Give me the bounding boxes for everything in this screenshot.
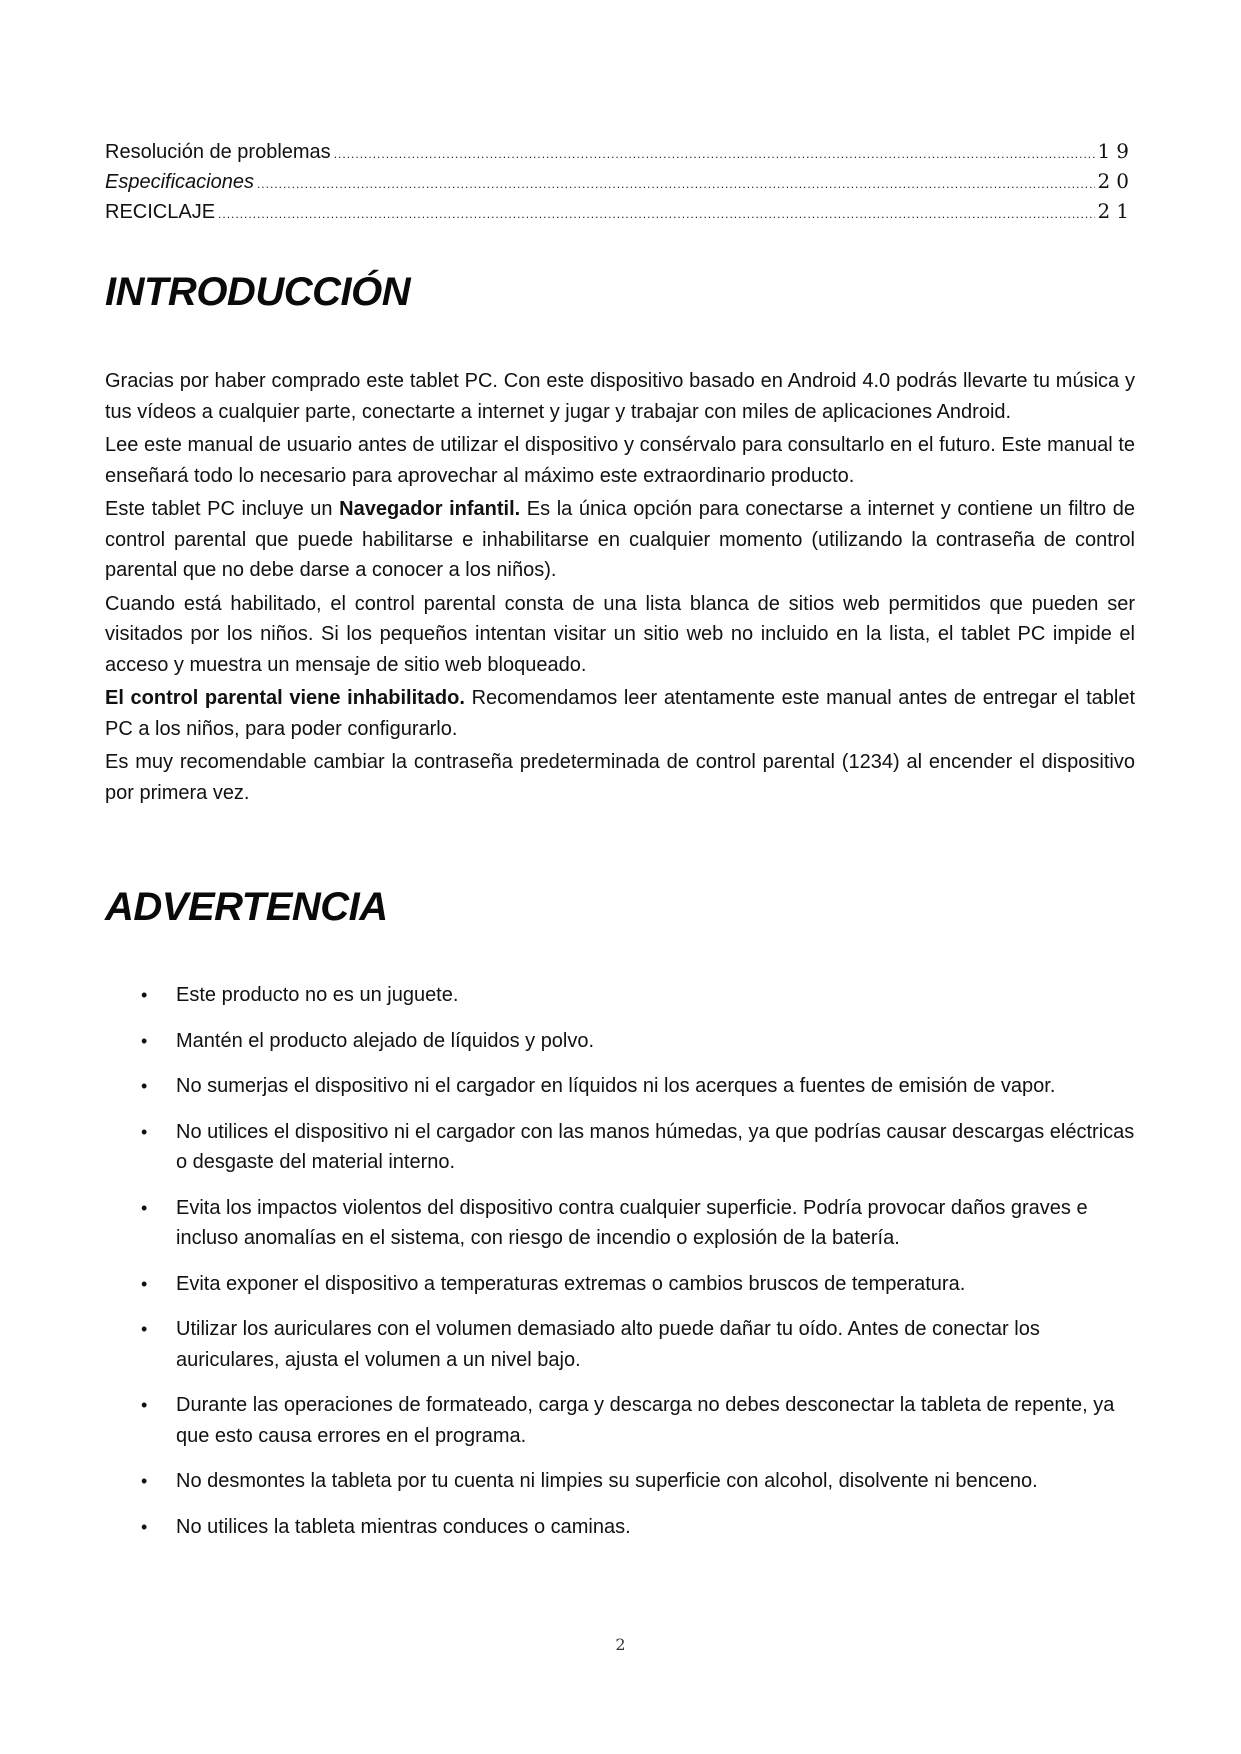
bullet-icon: • — [141, 1076, 148, 1096]
warning-item-text: Evita exponer el dispositivo a temperaturas extremas o cambios bruscos de temperatura. — [176, 1272, 966, 1295]
warning-item — [105, 1314, 1145, 1375]
intro-paragraph: Lee este manual de usuario antes de utilizar el dispositivo y consérvalo para consultarlo en el futuro. Este manual te enseñará todo lo necesario para aprovechar al máximo este extraordinario producto. — [105, 434, 1135, 487]
warning-item-text: Mantén el producto alejado de líquidos y polvo. — [176, 1029, 595, 1052]
warning-item — [105, 1071, 1145, 1102]
intro-text: Recomendamos leer atentamente este manual antes de entregar el tablet PC a los niños, para poder configurarlo. — [105, 687, 1135, 740]
toc-entry[interactable] — [105, 136, 1135, 166]
warning-item — [105, 1117, 1145, 1178]
warning-item-text: Evita los impactos violentos del dispositivo contra cualquier superficie. Podría provocar daños graves e incluso anomalías en el sistema, con riesgo de incendio o explosión de la batería. — [176, 1196, 1088, 1249]
bullet-icon: • — [141, 1121, 148, 1142]
warning-item-text: No utilices el dispositivo ni el cargador con las manos húmedas, ya que podrías causar descargas eléctricas o desgaste del material interno. — [176, 1120, 1135, 1173]
warning-item-text: Utilizar los auriculares con el volumen demasiado alto puede dañar tu oído. Antes de conectar los auriculares, ajusta el volumen a un nivel bajo. — [176, 1318, 1040, 1371]
intro-paragraph: Es muy recomendable cambiar la contraseña predeterminada de control parental (1234) al encender el dispositivo por primera vez. — [105, 751, 1135, 804]
toc-entry-title: Resolución de problemas — [105, 141, 331, 163]
warning-item-text: No utilices la tableta mientras conduces o caminas. — [176, 1515, 631, 1538]
kids-browser-emphasis: Navegador infantil. — [339, 498, 521, 520]
bullet-icon: • — [141, 1197, 148, 1218]
introduction-heading: INTRODUCCIÓN — [105, 270, 411, 314]
introduction-body — [105, 366, 1135, 811]
warning-item — [105, 1269, 1145, 1300]
warning-item-text: Este producto no es un juguete. — [176, 984, 459, 1006]
intro-text: Este tablet PC incluye un — [105, 498, 340, 520]
bullet-icon: • — [141, 1319, 148, 1339]
toc-leader-dots — [257, 169, 1095, 199]
toc-entry-page: 20 — [1097, 169, 1135, 193]
toc-entry-title: RECICLAJE — [105, 201, 216, 223]
warning-item — [105, 1026, 1145, 1057]
intro-paragraph: Cuando está habilitado, el control parental consta de una lista blanca de sitios web permitidos que pueden ser visitados por los niños. Si los pequeños intentan visitar un sitio web no incluido en la lista, el tablet PC impide el acceso y muestra un mensaje de sitio web bloqueado. — [105, 592, 1135, 676]
warning-item — [105, 980, 1145, 1011]
parental-control-emphasis: El control parental viene inhabilitado. — [105, 687, 465, 709]
intro-paragraph: Gracias por haber comprado este tablet PC. Con este dispositivo basado en Android 4.0 podrás llevarte tu música y tus vídeos a cualquier parte, conectarte a internet y jugar y trabajar con miles de aplicaciones Android. — [105, 370, 1135, 423]
bullet-icon: • — [141, 1030, 148, 1051]
bullet-icon: • — [141, 1273, 148, 1294]
warning-item-text: Durante las operaciones de formateado, carga y descarga no debes desconectar la tableta de repente, ya que esto causa errores en el programa. — [176, 1394, 1115, 1447]
page-number: 2 — [615, 1635, 626, 1654]
toc-entry-page: 19 — [1097, 139, 1135, 163]
warning-heading: ADVERTENCIA — [105, 885, 388, 929]
warning-item-text: No sumerjas el dispositivo ni el cargador en líquidos ni los acerques a fuentes de emisión de vapor. — [176, 1075, 1056, 1097]
warning-item — [105, 1390, 1145, 1451]
warning-item-text: No desmontes la tableta por tu cuenta ni limpies su superficie con alcohol, disolvente ni benceno. — [176, 1470, 1038, 1492]
toc-leader-dots — [334, 139, 1095, 169]
warning-item — [105, 1512, 1145, 1543]
warning-item — [105, 1193, 1145, 1254]
warning-item — [105, 1466, 1145, 1497]
intro-text: Es la única opción para conectarse a internet y contiene un filtro de control parental que puede habilitarse e inhabilitarse en cualquier momento (utilizando la contraseña de control parental que no debe darse a conocer a los niños). — [105, 498, 1135, 581]
toc-entry-title: Especificaciones — [105, 171, 254, 193]
bullet-icon: • — [141, 1395, 148, 1415]
toc-leader-dots — [218, 199, 1095, 229]
toc-entry[interactable] — [105, 166, 1135, 196]
table-of-contents — [105, 136, 1135, 226]
bullet-icon: • — [141, 1471, 148, 1491]
warning-list — [105, 980, 1145, 1557]
toc-entry[interactable] — [105, 196, 1135, 226]
toc-entry-page: 21 — [1097, 199, 1135, 223]
intro-paragraph — [105, 494, 1135, 586]
intro-paragraph — [105, 683, 1135, 744]
bullet-icon: • — [141, 1516, 148, 1537]
bullet-icon: • — [141, 985, 148, 1005]
